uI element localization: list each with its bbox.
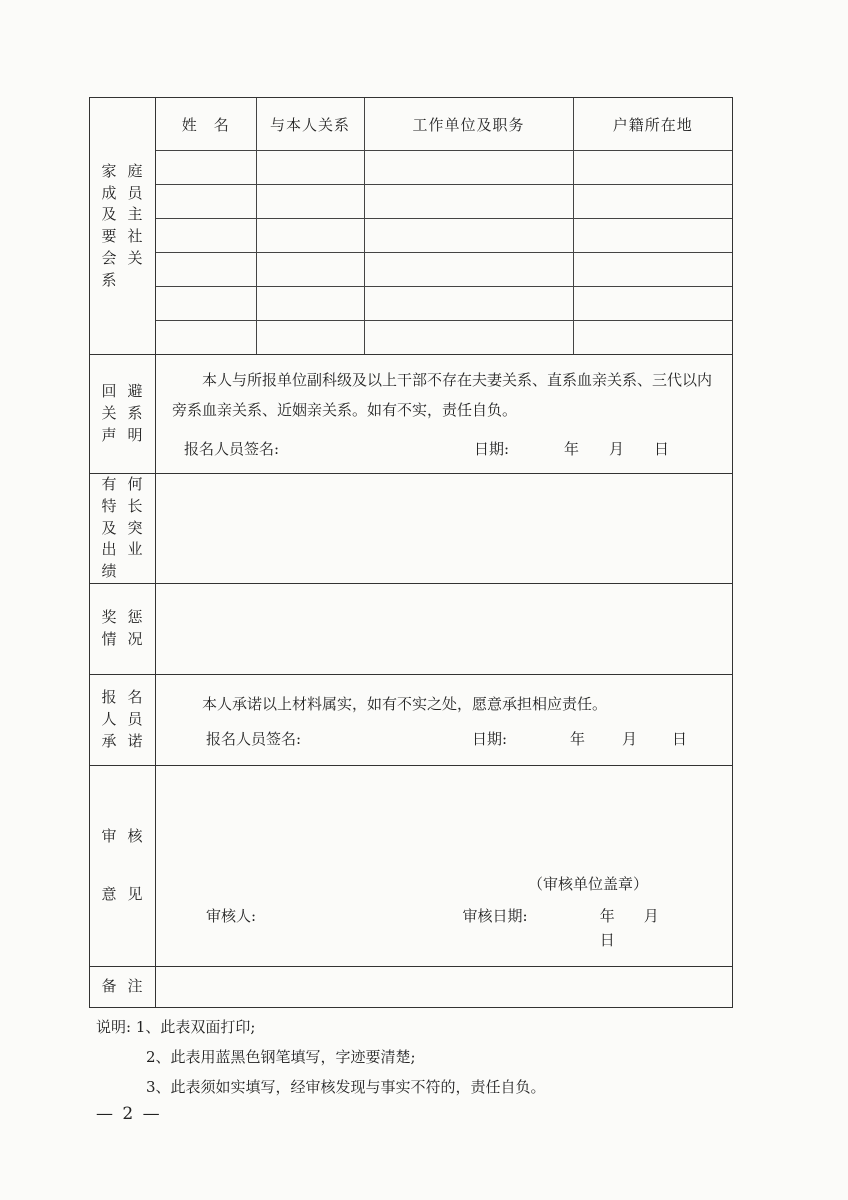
- pledge-label-char: 人: [101, 709, 118, 728]
- family-label-char: 家: [101, 161, 118, 180]
- note-1: 说明: 1、此表双面打印;: [96, 1018, 256, 1036]
- header-employer-position: 工作单位及职务: [364, 98, 573, 151]
- rewards-label-char: 况: [127, 629, 144, 648]
- family-cell[interactable]: [573, 253, 732, 287]
- family-cell[interactable]: [256, 151, 364, 185]
- specialty-label: [90, 474, 156, 584]
- review-content[interactable]: [156, 765, 733, 966]
- family-cell[interactable]: [573, 151, 732, 185]
- pledge-section: [90, 674, 733, 765]
- review-signature-line: [156, 896, 732, 966]
- avoidance-label-char: 声: [101, 425, 118, 444]
- family-cell[interactable]: [156, 151, 256, 185]
- family-cell[interactable]: [364, 253, 573, 287]
- rewards-label-char: 奖: [101, 608, 118, 626]
- month-label: 月: [609, 440, 625, 458]
- specialty-label-char: 何: [127, 475, 144, 493]
- remarks-section: [90, 966, 733, 1007]
- review-label-char: 意: [101, 884, 118, 903]
- pledge-date-label: 日期:: [472, 729, 508, 748]
- review-label-char: 核: [127, 827, 144, 845]
- specialty-label-char: 及: [101, 518, 118, 537]
- family-row: [156, 185, 732, 219]
- family-label-char: 要: [101, 227, 118, 245]
- rewards-input-area[interactable]: [156, 583, 733, 674]
- specialty-section: [90, 474, 733, 584]
- family-label-char: 会: [101, 248, 118, 267]
- header-relation: 与本人关系: [256, 98, 364, 151]
- review-label-char: 审: [101, 827, 118, 845]
- year-label: 年: [570, 729, 586, 748]
- family-row: [156, 321, 732, 355]
- year-label: 年: [564, 440, 580, 458]
- family-cell[interactable]: [256, 287, 364, 321]
- pledge-label-char: 报: [101, 688, 118, 707]
- pledge-content: [156, 674, 733, 765]
- avoidance-content: [156, 355, 733, 474]
- specialty-label-char: 特: [101, 496, 118, 515]
- family-label-char: 关: [127, 248, 144, 267]
- specialty-label-char: 长: [127, 496, 144, 515]
- day-label: 日: [672, 729, 688, 748]
- registration-form-table: [89, 97, 733, 1008]
- family-label: [90, 98, 156, 355]
- family-cell[interactable]: [364, 151, 573, 185]
- family-cell[interactable]: [573, 287, 732, 321]
- remarks-input-area[interactable]: [156, 966, 733, 1007]
- year-label: 年: [599, 906, 615, 925]
- specialty-label-char: 绩: [101, 562, 118, 580]
- avoidance-label: [90, 355, 156, 474]
- family-label-char: 主: [127, 205, 144, 224]
- family-table-cell: [156, 98, 733, 355]
- rewards-label: [90, 583, 156, 674]
- review-label: [90, 765, 156, 966]
- pledge-label: [90, 674, 156, 765]
- pledge-sign-label: 报名人员签名:: [206, 729, 302, 748]
- pledge-label-char: 诺: [127, 731, 144, 750]
- pledge-label-char: 承: [101, 731, 118, 750]
- pledge-label-char: 员: [127, 709, 144, 728]
- family-label-char: 员: [127, 183, 144, 202]
- avoidance-statement: 本人与所报单位副科级及以上干部不存在夫妻关系、直系血亲关系、三代以内旁系血亲关系、近姻亲关系。如有不实，责任自负。: [172, 371, 713, 419]
- family-label-char: 社: [127, 227, 144, 245]
- family-cell[interactable]: [256, 219, 364, 253]
- family-cell[interactable]: [156, 219, 256, 253]
- family-cell[interactable]: [573, 219, 732, 253]
- specialty-label-char: 突: [127, 518, 144, 537]
- family-row: [156, 151, 732, 185]
- family-cell[interactable]: [156, 185, 256, 219]
- rewards-label-char: 情: [101, 629, 118, 648]
- avoidance-label-char: 明: [127, 425, 144, 444]
- family-row: [156, 287, 732, 321]
- month-label: 月: [622, 729, 638, 748]
- day-label: 日: [599, 930, 615, 949]
- family-members-table: [156, 98, 732, 354]
- review-label-char: 见: [127, 884, 144, 903]
- family-label-char: 成: [101, 183, 118, 202]
- family-label-char: 庭: [127, 161, 144, 180]
- avoidance-section: [90, 355, 733, 474]
- specialty-input-area[interactable]: [156, 474, 733, 584]
- avoidance-label-char: 系: [127, 404, 144, 423]
- pledge-signature-line: [156, 719, 732, 751]
- month-label: 月: [643, 906, 659, 925]
- pledge-statement: 本人承诺以上材料属实，如有不实之处，愿意承担相应责任。: [202, 694, 608, 713]
- family-cell[interactable]: [256, 185, 364, 219]
- avoidance-label-char: 关: [101, 404, 118, 423]
- family-cell[interactable]: [364, 321, 573, 355]
- pledge-label-char: 名: [127, 688, 144, 707]
- remarks-label-char: 备: [101, 976, 118, 995]
- rewards-section: [90, 583, 733, 674]
- reviewer-label: 审核人:: [206, 906, 257, 925]
- note-3: 3、此表须如实填写，经审核发现与事实不符的，责任自负。: [146, 1078, 546, 1096]
- family-section: [90, 98, 733, 355]
- note-2: 2、此表用蓝黑色钢笔填写，字迹要清楚;: [146, 1048, 416, 1066]
- family-row: [156, 219, 732, 253]
- family-cell[interactable]: [156, 321, 256, 355]
- rewards-label-char: 惩: [127, 608, 144, 626]
- family-cell[interactable]: [156, 287, 256, 321]
- family-header-row: [156, 98, 732, 151]
- header-name: 姓 名: [156, 98, 256, 151]
- family-cell[interactable]: [573, 321, 732, 355]
- review-stamp-note: （审核单位盖章）: [527, 874, 648, 893]
- page-number: — 2 —: [96, 1104, 162, 1124]
- review-section: [90, 765, 733, 966]
- avoidance-signature-line: [156, 425, 732, 473]
- avoidance-label-char: 回: [101, 382, 118, 401]
- avoidance-date-label: 日期:: [474, 440, 510, 458]
- family-label-char: 及: [101, 205, 118, 224]
- review-date-label: 审核日期:: [462, 906, 528, 925]
- family-cell[interactable]: [364, 185, 573, 219]
- header-household-registration: 户籍所在地: [573, 98, 732, 151]
- specialty-label-char: 业: [127, 540, 144, 559]
- family-cell[interactable]: [256, 321, 364, 355]
- family-cell[interactable]: [573, 185, 732, 219]
- specialty-label-char: 出: [101, 540, 118, 559]
- family-cell[interactable]: [364, 219, 573, 253]
- family-label-char: 系: [101, 270, 118, 289]
- specialty-label-char: 有: [101, 475, 118, 493]
- remarks-label: [90, 966, 156, 1007]
- family-cell[interactable]: [256, 253, 364, 287]
- family-cell[interactable]: [364, 287, 573, 321]
- family-row: [156, 253, 732, 287]
- avoidance-sign-label: 报名人员签名:: [184, 440, 280, 458]
- family-cell[interactable]: [156, 253, 256, 287]
- remarks-label-char: 注: [127, 976, 144, 995]
- day-label: 日: [654, 440, 670, 458]
- form-notes: [96, 1012, 546, 1102]
- avoidance-label-char: 避: [127, 382, 144, 401]
